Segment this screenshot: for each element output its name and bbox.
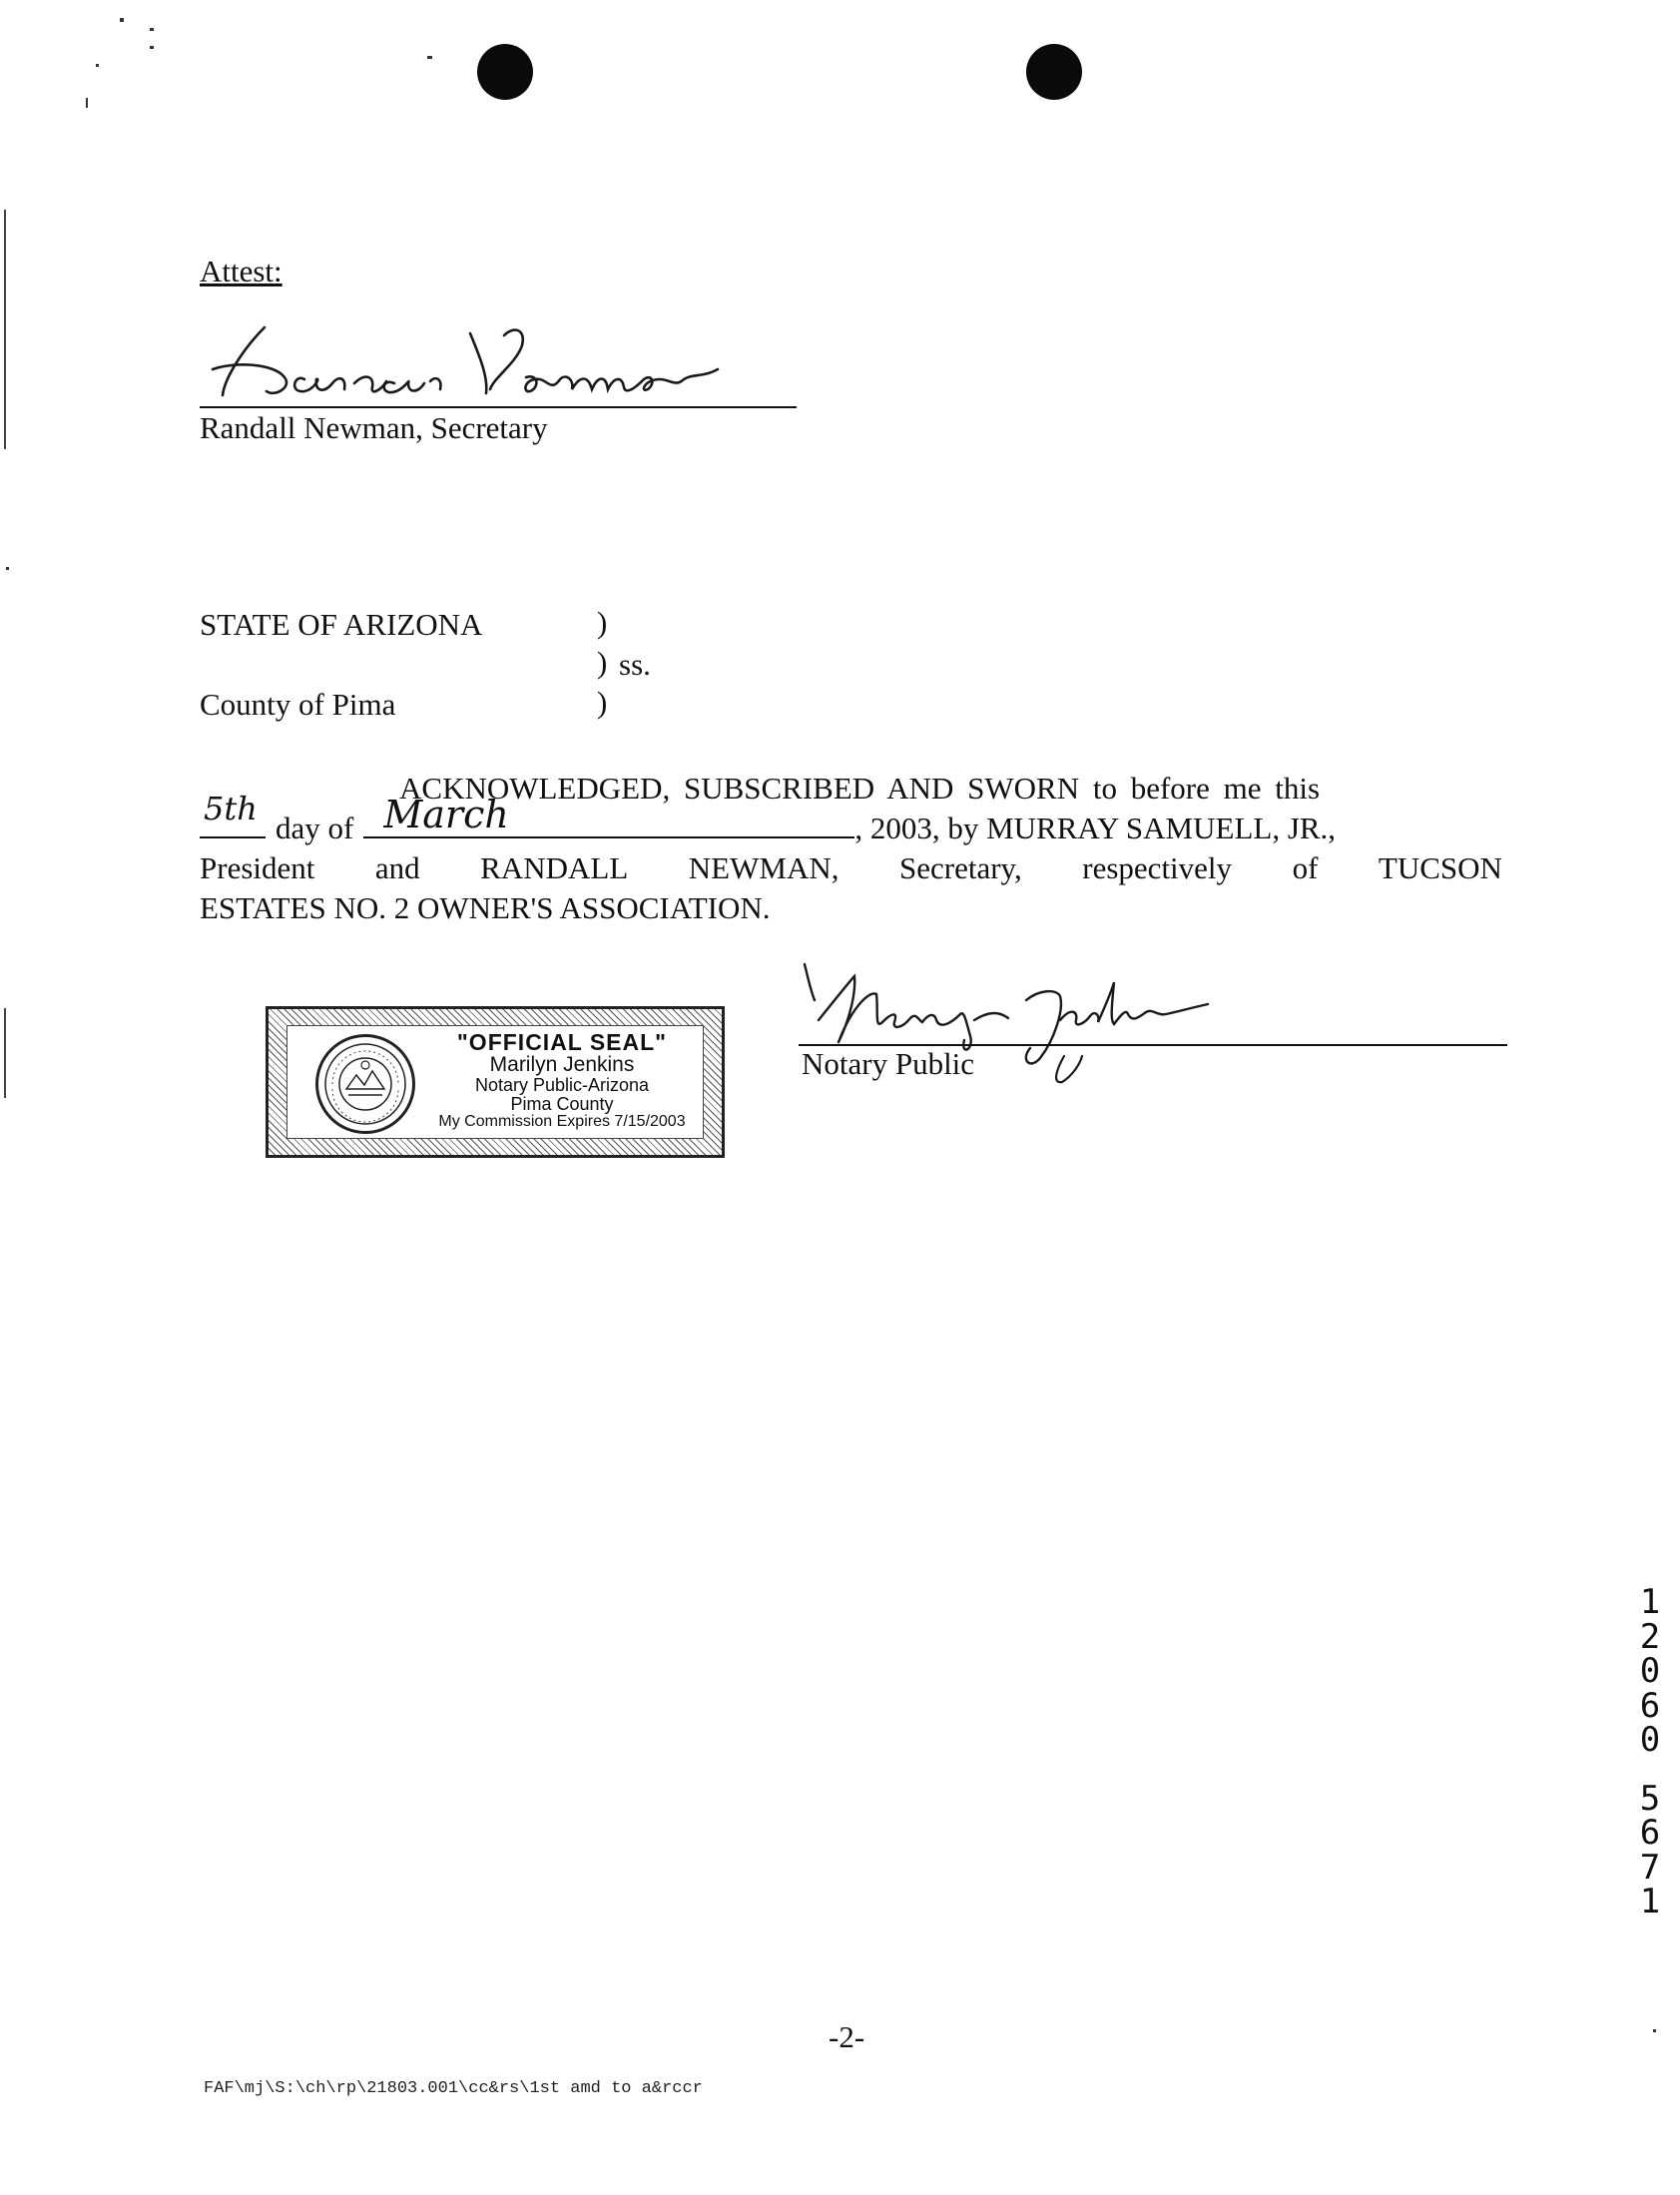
recording-digit: 6	[1639, 1685, 1661, 1726]
ack-line-3	[200, 848, 1502, 888]
venue-paren-bottom: )	[597, 685, 608, 720]
ack-word: respectively	[1082, 850, 1233, 885]
secretary-signature	[205, 317, 764, 409]
seal-expires: My Commission Expires 7/15/2003	[438, 1112, 686, 1130]
day-handwritten: 5th	[204, 790, 258, 827]
scan-speck	[150, 46, 154, 49]
ack-line-2	[200, 790, 1502, 848]
punch-hole-left	[477, 44, 533, 100]
ack-word: Secretary,	[898, 850, 1022, 885]
ack-word: RANDALL	[480, 850, 629, 885]
state-seal-emblem	[315, 1034, 415, 1134]
scan-speck	[120, 18, 124, 22]
recording-number	[1630, 1582, 1670, 1921]
recording-digit: 0	[1639, 1720, 1661, 1760]
venue-state: STATE OF ARIZONA	[200, 607, 483, 642]
ack-prefix: ACKNOWLEDGED, SUBSCRIBED AND SWORN to before me this	[399, 771, 1321, 806]
venue-paren-mid: )	[597, 645, 608, 680]
venue-ss: ss.	[619, 647, 651, 682]
seal-inner-panel	[286, 1025, 704, 1139]
notary-caption: Notary Public	[802, 1046, 975, 1081]
recording-digit: 1	[1639, 1582, 1661, 1622]
margin-line	[4, 210, 6, 449]
page-number: -2-	[829, 2019, 865, 2054]
seal-name: Marilyn Jenkins	[489, 1053, 635, 1077]
ack-suffix: , 2003, by MURRAY SAMUELL, JR.,	[854, 811, 1337, 845]
scan-speck	[96, 64, 99, 67]
seal-title: "OFFICIAL SEAL"	[456, 1029, 668, 1055]
attest-label: Attest:	[200, 254, 282, 288]
seal-role: Notary Public-Arizona	[474, 1075, 650, 1096]
acknowledgment-paragraph	[200, 769, 1502, 928]
month-blank	[363, 793, 854, 838]
ack-line4-text: ESTATES NO. 2 OWNER'S ASSOCIATION.	[200, 890, 771, 925]
day-of-label: day of	[276, 811, 354, 845]
recording-digit: 7	[1639, 1847, 1661, 1888]
month-handwritten: March	[383, 793, 509, 836]
recording-digit-gap	[1630, 1758, 1670, 1782]
ack-word: President	[200, 850, 315, 885]
scan-speck	[150, 28, 154, 31]
scan-speck	[6, 567, 9, 570]
ack-word: NEWMAN,	[688, 850, 840, 885]
recording-digit: 2	[1639, 1616, 1661, 1657]
scan-speck	[1653, 2029, 1656, 2032]
recording-digit: 1	[1639, 1882, 1661, 1921]
ack-word: and	[374, 850, 420, 885]
footer-file-path: FAF\mj\S:\ch\rp\21803.001\cc&rs\1st amd to a&rccr	[204, 2079, 703, 2098]
seal-text-block	[427, 1030, 697, 1131]
venue-paren-top: )	[597, 605, 608, 640]
scan-speck	[427, 56, 432, 59]
recording-digit: 6	[1639, 1813, 1661, 1853]
venue-county: County of Pima	[200, 687, 396, 722]
seal-county: Pima County	[510, 1094, 614, 1115]
ack-line-4	[200, 888, 1502, 928]
punch-hole-right	[1026, 44, 1082, 100]
margin-line	[4, 1008, 6, 1098]
scan-speck	[86, 98, 88, 108]
ack-word: of	[1292, 850, 1319, 885]
secretary-caption: Randall Newman, Secretary	[200, 410, 548, 445]
day-blank	[200, 790, 266, 838]
ack-word: TUCSON	[1378, 850, 1502, 885]
recording-digit: 5	[1639, 1778, 1661, 1819]
recording-digit: 0	[1639, 1651, 1661, 1691]
official-seal-stamp	[266, 1006, 725, 1158]
state-seal-graphic	[318, 1037, 412, 1131]
